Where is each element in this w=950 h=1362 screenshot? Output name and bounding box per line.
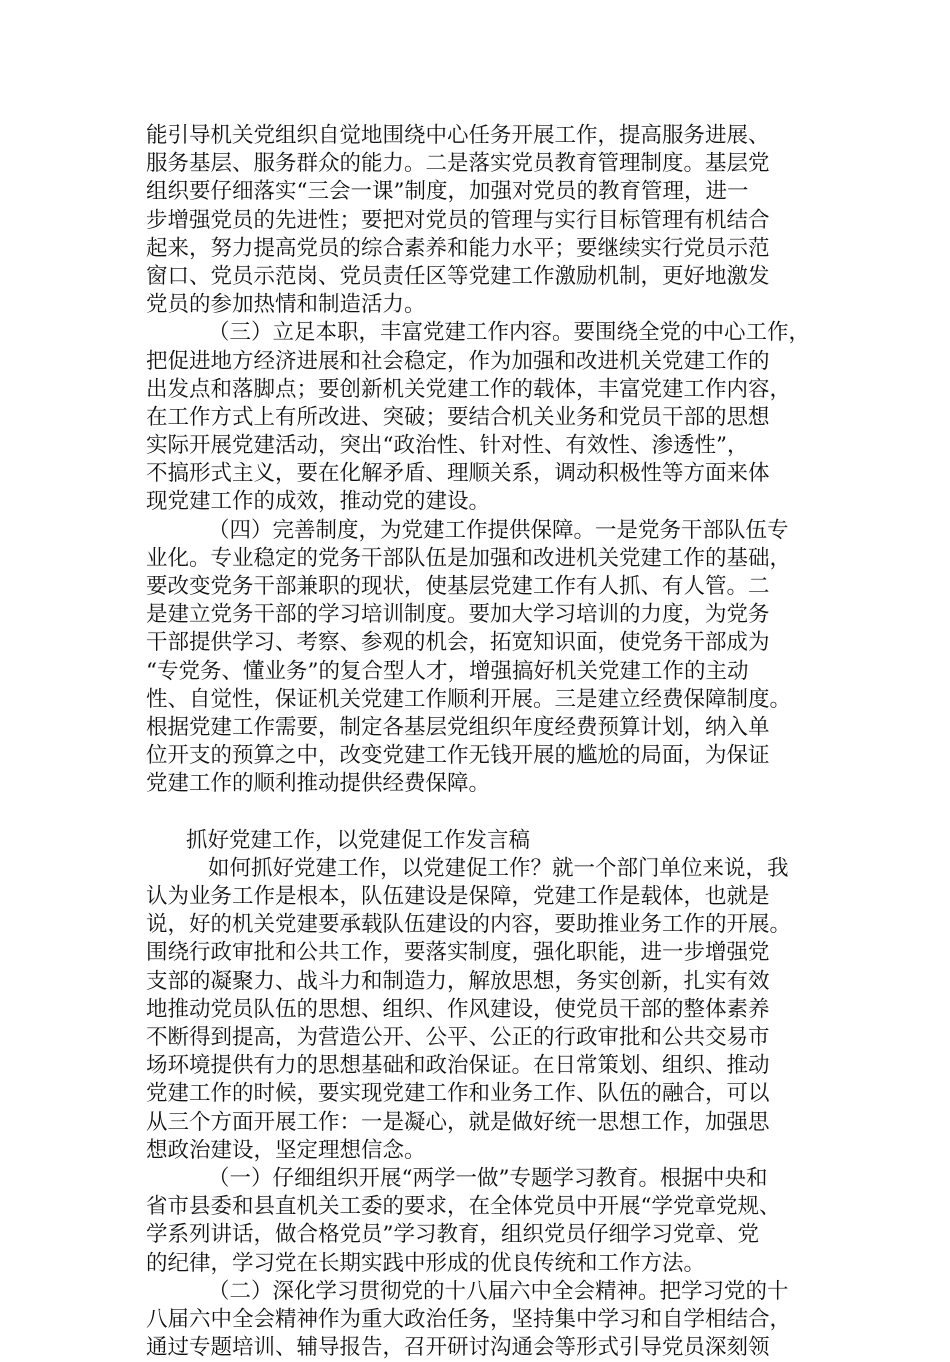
text-line: 八届六中全会精神作为重大政治任务，坚持集中学习和自学相结合， xyxy=(146,1306,792,1332)
text-line: 把促进地方经济进展和社会稳定，作为加强和改进机关党建工作的 xyxy=(146,348,770,374)
paragraph-2 xyxy=(146,319,818,516)
text-line: 学系列讲话，做合格党员”学习教育，组织党员仔细学习党章、党 xyxy=(146,1222,759,1248)
text-line: 干部提供学习、考察、参观的机会，拓宽知识面，使党务干部成为 xyxy=(146,630,770,656)
text-line: 位开支的预算之中，改变党建工作无钱开展的尴尬的局面，为保证 xyxy=(146,743,770,769)
text-line: 围绕行政审批和公共工作，要落实制度，强化职能，进一步增强党 xyxy=(146,940,770,966)
text-line: 党建工作的顺利推动提供经费保障。 xyxy=(146,771,491,797)
text-line: 要改变党务干部兼职的现状，使基层党建工作有人抓、有人管。二 xyxy=(146,574,770,599)
text-line: 在工作方式上有所改进、突破；要结合机关业务和党员干部的思想 xyxy=(146,404,770,430)
text-line: （四）完善制度，为党建工作提供保障。一是党务干部队伍专 xyxy=(208,517,789,543)
section-title: 抓好党建工作，以党建促工作发言稿 xyxy=(186,827,531,853)
text-line: 出发点和落脚点；要创新机关党建工作的载体，丰富党建工作内容， xyxy=(146,376,792,402)
text-line: 说，好的机关党建要承载队伍建设的内容，要助推业务工作的开展。 xyxy=(146,912,792,938)
text-line: 根据党建工作需要，制定各基层党组织年度经费预算计划，纳入单 xyxy=(146,714,770,740)
paragraph-3 xyxy=(146,517,818,799)
text-line: 认为业务工作是根本，队伍建设是保障，党建工作是载体，也就是 xyxy=(146,884,770,910)
text-line: 起来，努力提高党员的综合素养和能力水平；要继续实行党员示范 xyxy=(146,235,770,261)
text-line: 不断得到提高，为营造公开、公平、公正的行政审批和公共交易市 xyxy=(146,1025,770,1050)
paragraph-1 xyxy=(146,122,818,319)
text-line: 场环境提供有力的思想基础和政治保证。在日常策划、组织、推动 xyxy=(146,1053,770,1079)
text-line: 想政治建设，坚定理想信念。 xyxy=(146,1137,426,1163)
text-line: 是建立党务干部的学习培训制度。要加大学习培训的力度，为党务 xyxy=(146,602,770,628)
text-line: 通过专题培训、辅导报告，召开研讨沟通会等形式引导党员深刻领 xyxy=(146,1335,770,1361)
text-line: 地推动党员队伍的思想、组织、作风建设，使党员干部的整体素养 xyxy=(146,996,770,1022)
paragraph-5 xyxy=(146,1165,818,1278)
text-line: 服务基层、服务群众的能力。二是落实党员教育管理制度。基层党 xyxy=(146,151,770,177)
text-line: 党员的参加热情和制造活力。 xyxy=(146,292,426,318)
text-line: （三）立足本职，丰富党建工作内容。要围绕全党的中心工作， xyxy=(208,320,811,346)
paragraph-4 xyxy=(146,855,818,1165)
text-line: 党建工作的时候，要实现党建工作和业务工作、队伍的融合，可以 xyxy=(146,1081,770,1107)
text-line: 不搞形式主义，要在化解矛盾、理顺关系，调动积极性等方面来体 xyxy=(146,461,770,487)
text-line: （一）仔细组织开展“两学一做”专题学习教育。根据中央和 xyxy=(208,1165,768,1191)
text-line: 步增强党员的先进性；要把对党员的管理与实行目标管理有机结合 xyxy=(146,207,770,233)
text-line: 省市县委和县直机关工委的要求，在全体党员中开展“学党章党规、 xyxy=(146,1194,781,1220)
text-line: 性、自觉性，保证机关党建工作顺利开展。三是建立经费保障制度。 xyxy=(146,686,792,712)
text-line: 窗口、党员示范岗、党员责任区等党建工作激励机制，更好地激发 xyxy=(146,263,770,289)
text-line: 能引导机关党组织自觉地围绕中心任务开展工作，提高服务进展、 xyxy=(146,123,770,148)
text-line: 现党建工作的成效，推动党的建设。 xyxy=(146,489,491,515)
text-line: 支部的凝聚力、战斗力和制造力，解放思想，务实创新，扎实有效 xyxy=(146,968,770,994)
blank-line xyxy=(146,799,818,827)
text-line: 实际开展党建活动，突出“政治性、针对性、有效性、渗透性”， xyxy=(146,433,749,459)
text-line: 如何抓好党建工作，以党建促工作？就一个部门单位来说，我 xyxy=(208,855,789,881)
text-line: 组织要仔细落实“三会一课”制度，加强对党员的教育管理，进一 xyxy=(146,179,749,205)
text-line: 的纪律，学习党在长期实践中形成的优良传统和工作方法。 xyxy=(146,1250,706,1276)
text-line: “专党务、懂业务”的复合型人才，增强搞好机关党建工作的主动 xyxy=(146,658,749,684)
text-line: 业化。专业稳定的党务干部队伍是加强和改进机关党建工作的基础， xyxy=(146,545,792,571)
paragraph-6 xyxy=(146,1278,818,1362)
text-line: （二）深化学习贯彻党的十八届六中全会精神。把学习党的十 xyxy=(208,1278,789,1304)
text-line: 从三个方面开展工作：一是凝心，就是做好统一思想工作，加强思 xyxy=(146,1109,770,1135)
document-body xyxy=(146,122,818,1362)
